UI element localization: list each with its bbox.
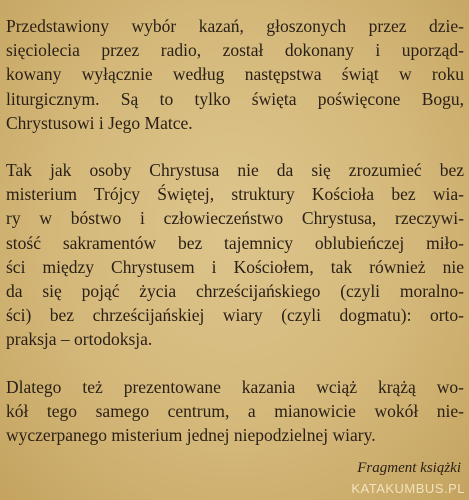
text-line: Tak jak osoby Chrystusa nie da się zrozumieć bez: [6, 160, 464, 180]
text-line: misterium Trójcy Świętej, struktury Kościoła bez wia-: [6, 184, 464, 205]
text-line: Dlatego też prezentowane kazania wciąż krążą wo-: [6, 377, 464, 397]
text-line: da się pojąć życia chrześcijańskiego (czyli moralno-: [6, 281, 464, 302]
text-line: stość sakramentów bez tajemnicy oblubieńczej miło-: [6, 232, 464, 253]
text-line: liturgicznym. Są to tylko święta poświęcone Bogu,: [6, 88, 464, 109]
paragraph-3: [6, 375, 464, 448]
text-line: ści) bez chrześcijańskiej wiary (czyli dogmatu): orto-: [6, 305, 464, 326]
source-caption: Fragment książki: [357, 460, 461, 476]
text-line: kowany wyłącznie według następstwa świąt w roku: [6, 64, 464, 85]
text-line: praksja – ortodoksja.: [6, 329, 153, 350]
text-line: wyczerpanego misterium jednej niepodzielnej wiary.: [6, 425, 376, 446]
text-line: sięciolecia przez radio, został dokonany i uporząd-: [6, 40, 464, 61]
paragraph-1: [6, 14, 464, 135]
text-line: ry w bóstwo i człowieczeństwo Chrystusa, rzeczywi-: [6, 208, 464, 229]
text-line: kół tego samego centrum, a mianowicie wokół nie-: [6, 401, 464, 422]
text-line: ści między Chrystusem i Kościołem, tak również nie: [6, 256, 464, 277]
text-line: Chrystusowi i Jego Matce.: [6, 112, 193, 133]
paragraph-2: [6, 158, 464, 352]
text-line: Przedstawiony wybór kazań, głoszonych przez dzie-: [6, 16, 464, 36]
site-watermark: KATAKUMBUS.PL: [351, 481, 465, 496]
